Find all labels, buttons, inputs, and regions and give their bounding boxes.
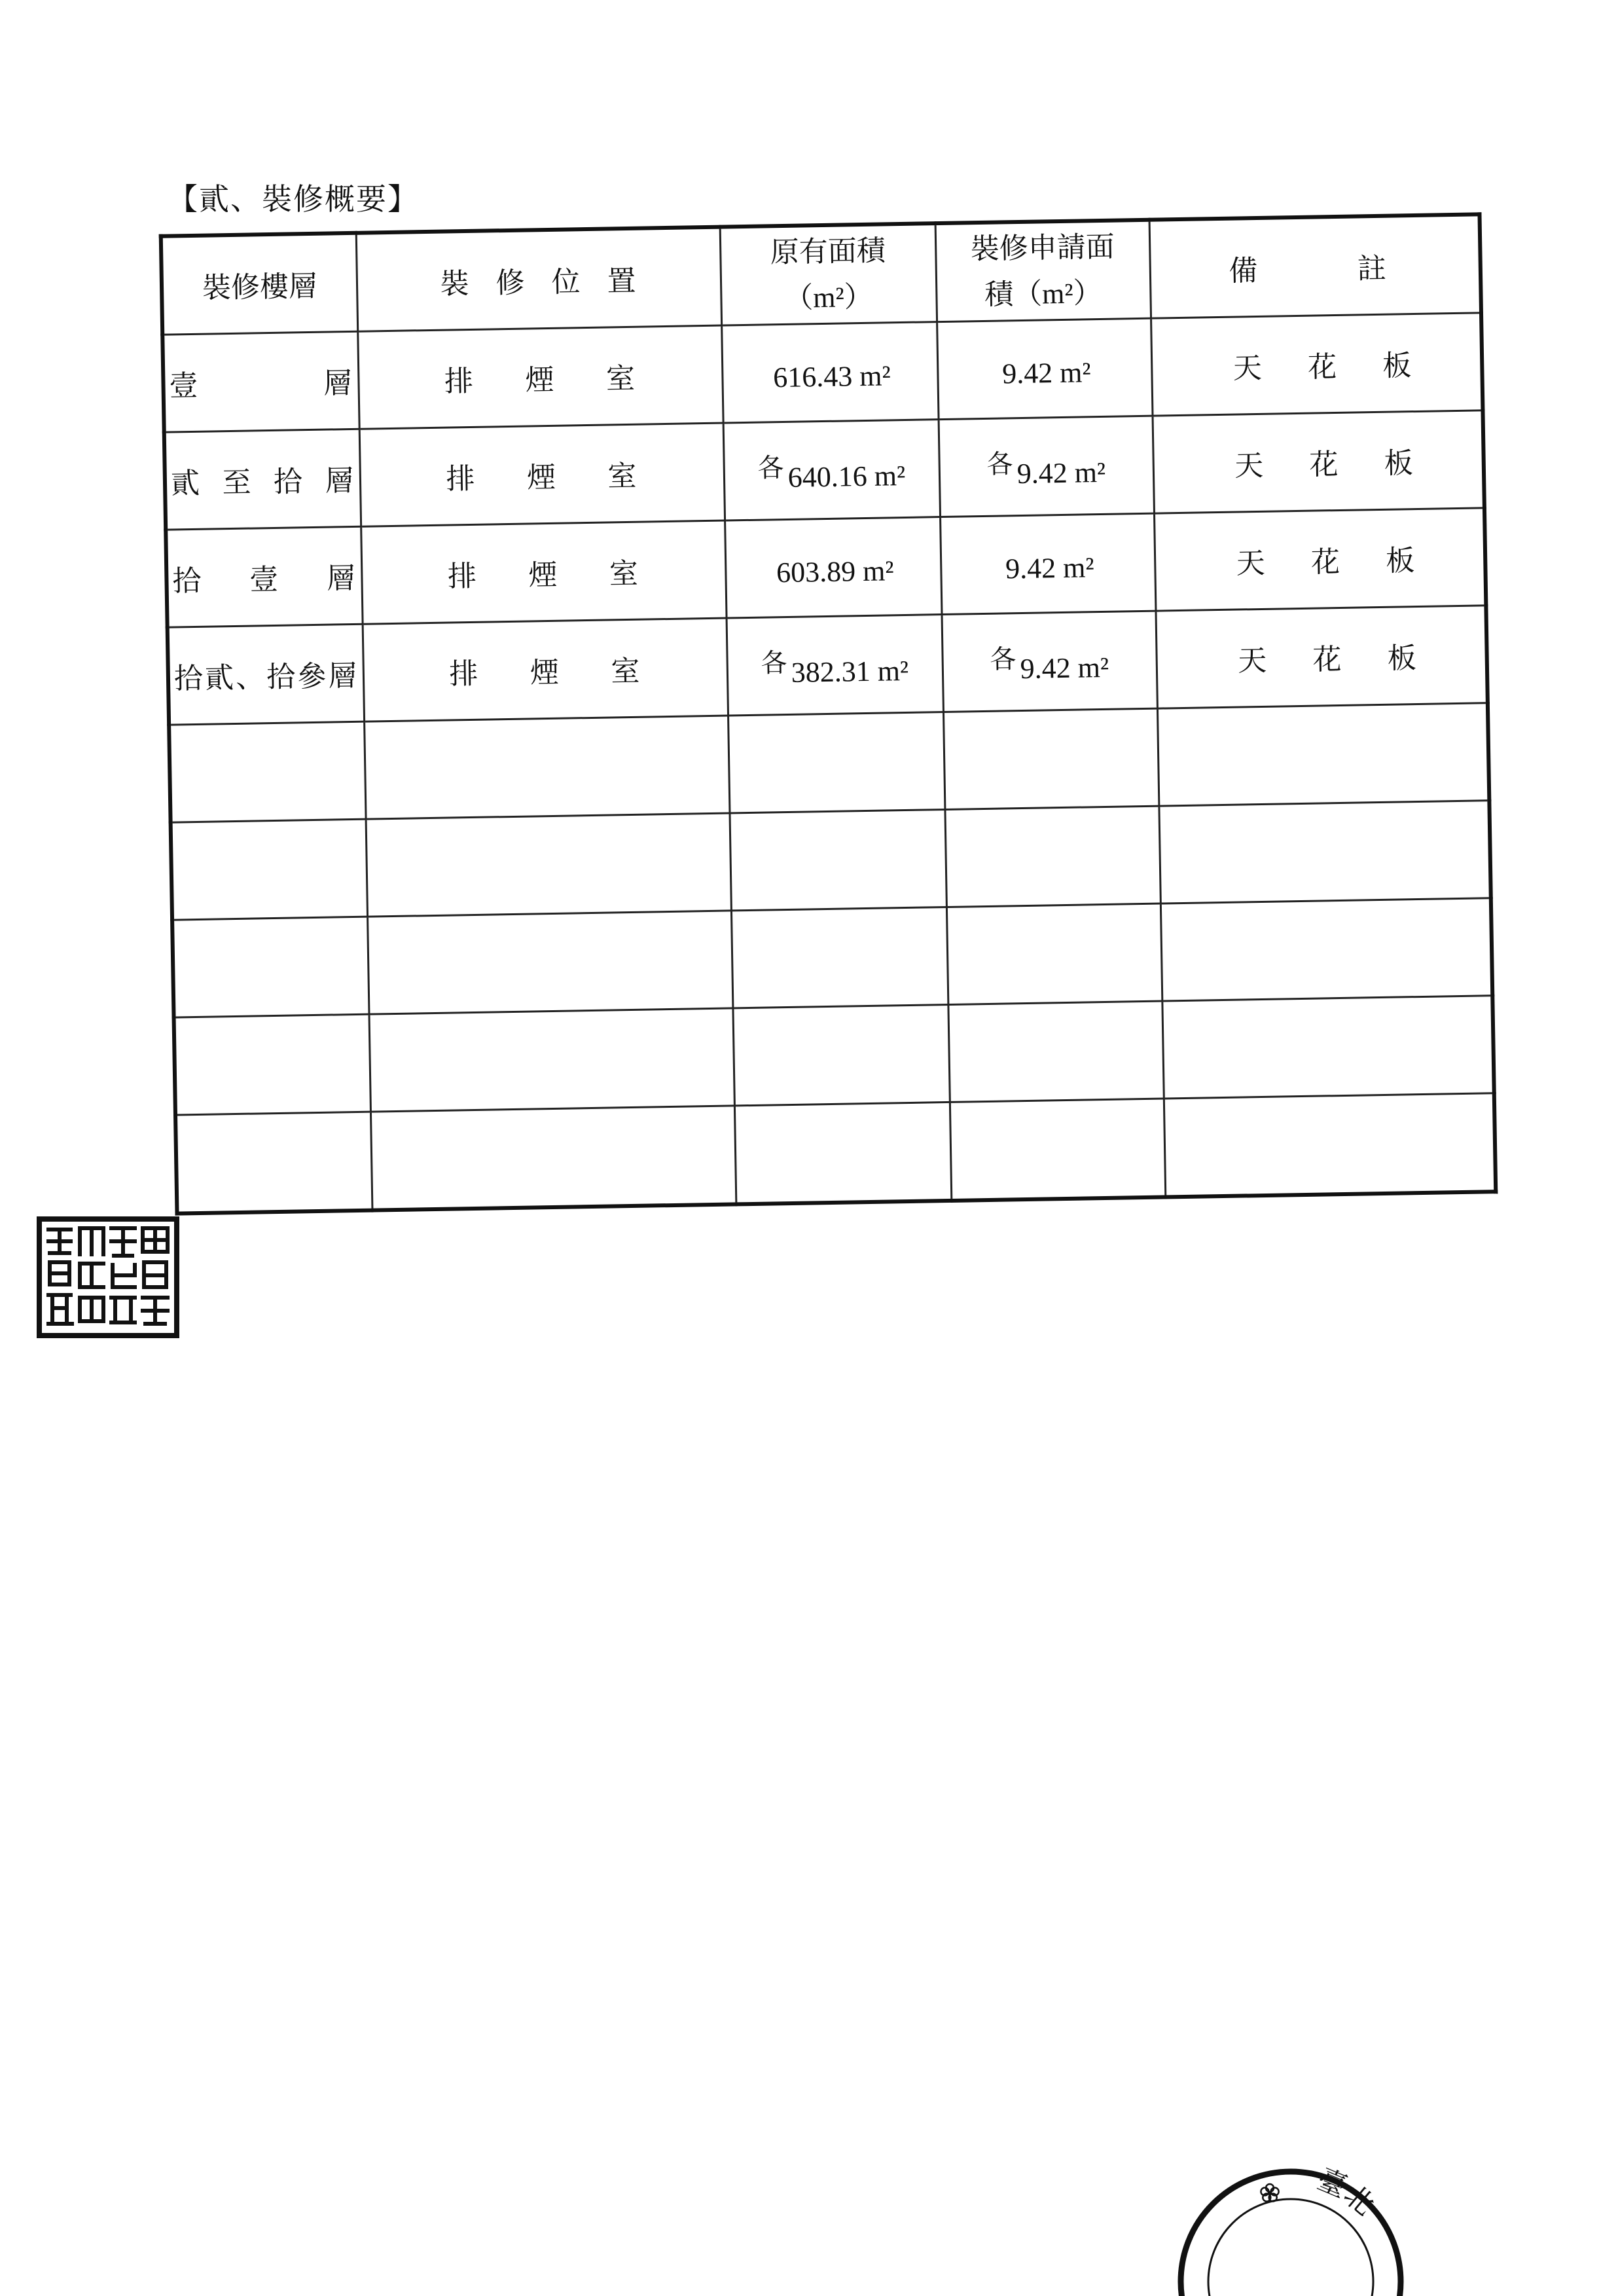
empty-cell <box>729 810 946 911</box>
empty-cell <box>169 721 365 822</box>
applied-area-prefix <box>1001 545 1002 574</box>
header-location <box>356 227 721 332</box>
applied-area-cell <box>942 611 1157 712</box>
empty-cell <box>948 1001 1163 1102</box>
remark-cell <box>1154 508 1486 611</box>
header-floor <box>161 233 357 335</box>
applied-area-prefix: 各 <box>990 644 1016 674</box>
floor-text: 拾 壹 層 <box>172 562 356 598</box>
plum-blossom-icon <box>1261 2184 1278 2202</box>
remark-text: 天 花 板 <box>1237 642 1417 678</box>
stamp-text-arc <box>1312 2162 1381 2222</box>
empty-cell <box>1164 1093 1496 1197</box>
original-area-cell <box>727 615 943 716</box>
remark-text: 天 花 板 <box>1236 545 1415 580</box>
header-applied-area <box>935 220 1151 322</box>
round-stamp-graphic <box>1165 2160 1420 2296</box>
location-cell <box>361 520 726 624</box>
applied-area-value: 9.42 m² <box>1020 651 1109 685</box>
floor-cell <box>166 526 362 627</box>
stamp-text: 臺北 <box>1312 2162 1381 2223</box>
header-original-area-line2: （m²） <box>783 280 874 314</box>
header-remark-label: 備 註 <box>1228 252 1387 287</box>
empty-cell <box>1157 703 1489 806</box>
applied-area-value: 9.42 m² <box>1001 356 1092 390</box>
original-area-cell <box>723 420 940 520</box>
applied-area-cell <box>937 318 1152 419</box>
header-original-area <box>720 223 937 325</box>
empty-cell <box>732 1004 949 1105</box>
header-applied-area-line1: 裝修申請面 <box>970 230 1115 266</box>
table-body <box>162 313 1496 1214</box>
floor-text: 壹 層 <box>169 367 353 403</box>
remark-cell <box>1155 606 1487 708</box>
empty-cell <box>1159 801 1490 903</box>
remark-text: 天 花 板 <box>1232 350 1412 385</box>
original-area-cell <box>721 322 938 423</box>
remark-cell <box>1151 313 1483 416</box>
original-area-prefix: 各 <box>757 453 784 483</box>
applied-area-value-wrap <box>943 636 1156 687</box>
empty-cell <box>174 1014 370 1115</box>
empty-cell <box>364 716 729 819</box>
applied-area-cell <box>939 416 1154 517</box>
original-area-value-wrap <box>725 445 939 495</box>
section-title: 【貳、裝修概要】 <box>168 183 419 216</box>
floor-cell <box>162 331 359 432</box>
applied-area-prefix: 各 <box>986 449 1013 479</box>
header-remark <box>1149 214 1481 318</box>
original-area-prefix: 各 <box>761 647 787 678</box>
original-area-value-wrap <box>728 640 942 690</box>
empty-cell <box>734 1102 951 1204</box>
applied-area-value-wrap <box>940 441 1153 492</box>
original-area-value-wrap <box>723 350 937 395</box>
stamp-inner-ring <box>1208 2199 1373 2296</box>
applied-area-prefix <box>998 350 999 379</box>
remark-cell <box>1153 410 1484 513</box>
original-area-value: 616.43 m² <box>772 359 891 394</box>
empty-cell <box>172 917 369 1017</box>
empty-cell <box>367 911 732 1014</box>
empty-cell <box>946 903 1162 1004</box>
original-area-value: 640.16 m² <box>787 459 906 494</box>
original-area-value: 382.31 m² <box>791 654 909 689</box>
applied-area-cell <box>940 513 1155 614</box>
empty-cell <box>366 813 731 917</box>
original-area-value: 603.89 m² <box>776 555 894 589</box>
header-applied-area-line2: 積（m²） <box>984 276 1103 311</box>
renovation-summary-table-wrapper <box>159 212 1494 1215</box>
applied-area-value: 9.42 m² <box>1016 456 1106 490</box>
empty-cell <box>171 819 367 920</box>
header-original-area-line1: 原有面積 <box>770 234 886 269</box>
floor-cell <box>164 429 361 530</box>
empty-table-row <box>175 1093 1496 1214</box>
empty-cell <box>1160 898 1492 1001</box>
remark-text: 天 花 板 <box>1234 447 1414 483</box>
empty-cell <box>728 712 944 813</box>
empty-cell <box>1162 996 1494 1099</box>
applied-area-value-wrap <box>938 346 1151 392</box>
floor-cell <box>168 624 364 725</box>
location-cell <box>357 325 723 429</box>
location-text: 排 煙 室 <box>447 557 639 593</box>
original-area-prefix <box>769 353 770 382</box>
seal-glyphs <box>42 1222 174 1333</box>
square-seal-stamp <box>37 1216 179 1338</box>
location-cell <box>359 423 725 526</box>
empty-cell <box>370 1106 736 1211</box>
applied-area-value: 9.42 m² <box>1005 551 1094 585</box>
location-text: 排 煙 室 <box>446 460 637 496</box>
floor-text: 貳 至 拾 層 <box>170 464 354 500</box>
applied-area-value-wrap <box>941 541 1154 587</box>
empty-cell <box>175 1112 372 1213</box>
empty-cell <box>943 708 1159 809</box>
header-location-label: 裝 修 位 置 <box>440 264 636 301</box>
empty-cell <box>731 907 948 1008</box>
original-area-value-wrap <box>726 545 940 590</box>
location-text: 排 煙 室 <box>449 655 640 691</box>
renovation-summary-table <box>159 212 1498 1215</box>
empty-cell <box>944 806 1160 907</box>
location-cell <box>363 618 728 721</box>
header-floor-label: 裝修樓層 <box>202 270 318 304</box>
empty-cell <box>950 1099 1165 1201</box>
location-text: 排 煙 室 <box>444 362 636 398</box>
original-area-prefix <box>772 548 773 577</box>
original-area-cell <box>725 517 941 618</box>
empty-cell <box>369 1008 734 1112</box>
floor-text: 拾貳、拾參層 <box>173 659 357 695</box>
round-official-stamp <box>1165 2160 1420 2296</box>
